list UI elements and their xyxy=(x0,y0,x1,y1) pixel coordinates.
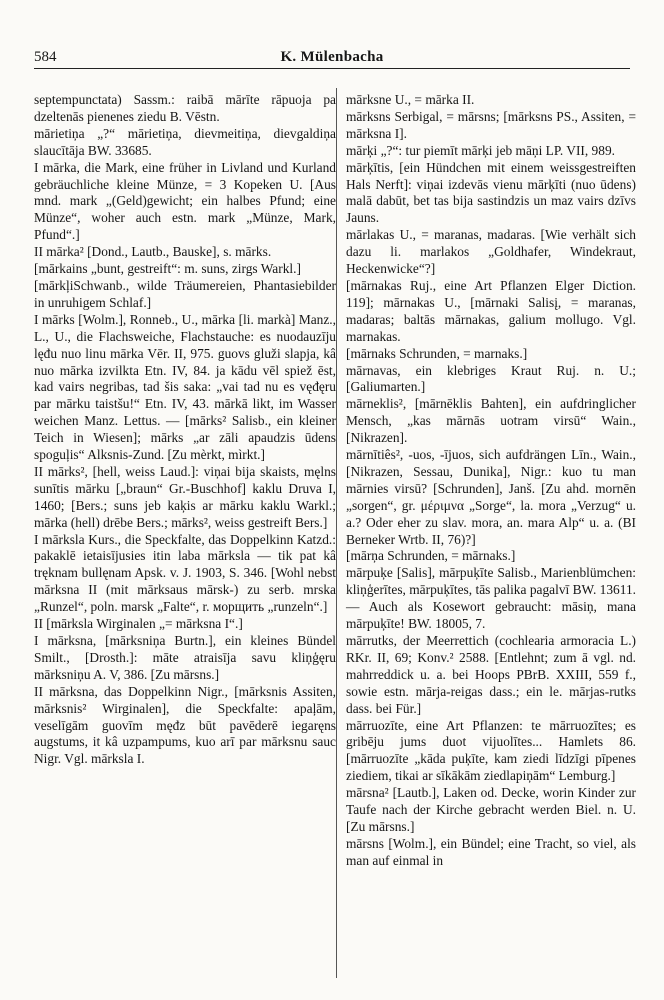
entry-marka-ii: II mārka² [Dond., Lautb., Bauske], s. mārks. xyxy=(34,244,272,260)
running-title: K. Mülenbacha xyxy=(280,49,384,65)
entry-marsns: mārsns [Wolm.], ein Bündel; eine Tracht, so viel, als man auf einmal in xyxy=(346,835,636,868)
entry-marnaks: [mārnaks Schrunden, = marnaks.] xyxy=(346,345,528,361)
entry-marpuke: mārpuķe [Salis], mārpuķīte Salisb., Marienblümchen: kliņģerītes, mārpuķītes, tās palika pagalvī BW. 13611. — Auch als Kosewort gebraucht: māsiņ, mana mārpuķīte! BW. 18005, 7. xyxy=(346,565,636,632)
entry-markšne: mārksne U., = mārka II. xyxy=(346,92,475,107)
entry-marksla-i: I mārksla Kurs., die Speckfalte, das Doppelkinn Katzd.: pakaklē ietaisījusies itin laba mārksla — tik pat kâ tręknam bullęnam Apsk. v. J. 1903, S. 346. [Wohl nebst mārksna II (mit mārksaus mārsk-) zu serb. mrska „Runzel“, poln. marsk „Falte“, r. морщить „runzeln“.] xyxy=(34,531,336,615)
entry-markli: [mārkļiSchwanb., wilde Träumereien, Phantasiebilder in unruhigem Schlaf.] xyxy=(34,277,336,310)
entry-markains: [mārkains „bunt, gestreift“: m. suns, zirgs Warkl.] xyxy=(34,261,301,277)
entry-marksla-ii: II [mārksla Wirginalen „= mārksna I“.] xyxy=(34,616,243,632)
entry-marki: mārķi „?“: tur piemīt mārķi jeb māņi LP. VII, 989. xyxy=(346,142,615,158)
left-column xyxy=(34,92,336,768)
entry-marnavas: mārnavas, ein klebriges Kraut Ruj. n. U.; [Galiumarten.] xyxy=(346,362,636,395)
entry-marksna-i: I mārksna, [mārksniņa Burtn.], ein kleines Bündel Smilt., [Drosth.]: māte atraisīja savu kliņģęru mārksniņu A. V, 386. [Zu mārsns.] xyxy=(34,633,336,682)
entry-marksns: mārksns Serbigal, = mārsns; [mārksns PS., Assiten, = mārksna I]. xyxy=(346,108,636,141)
entry-markitis: mārķītis, [ein Hündchen mit einem weissgestreiften Hals Nerft]: viņai izdevās vienu mārķīti (nuo ūdens) malā dabūt, bet tas bija sastindzis un maz vairs dzīvs Jauns. xyxy=(346,159,636,226)
entry-marnakas: [mārnakas Ruj., eine Art Pflanzen Elger Diction. 119]; mārnakas U., [mārnaki Salisį, = maranas, madaras; baltās mārnakas, galium mollugo. Vgl. marnakas. xyxy=(346,277,636,344)
entry-marneklis: mārneklis², [mārnēklis Bahten], ein aufdringlicher Mensch, „kas mārnās uotram virsū“ Wain., [Nikrazen]. xyxy=(346,396,636,446)
entry-marks-i: I mārks [Wolm.], Ronneb., U., mārka [li. markà] Manz., L., U., die Flachsweiche, Flachstauche: es nuodauzīju lęđu nuo linu mārka Vēr. II, 975. guovs gluži slapja, kâ nuo mārka izvilkta Etn. IV, 84. ja kādu vēl spiež ēst, kad vairs negribas, tad šis saka: „vai tad nu es vęđęru par mārku taistšu!“ Etn. IV, 43. mārkā likt, im Wasser weichen Manz. Lettus. — [mārks² Salisb., ein kleiner Teich in Wiesen]; mārks „ar zāli apaudzis ūdens spoguļis“ Alksnis-Zund. [Zu mèrkt, mìrkt.] xyxy=(34,311,336,463)
entry-marna: [mārņa Schrunden, = mārnaks.] xyxy=(346,548,516,564)
entry-marietina: mārietiņa „?“ mārietiņa, dievmeitiņa, dievgaldiņa slaucītāja BW. 33685. xyxy=(34,125,336,158)
page-header xyxy=(34,46,630,69)
column-divider xyxy=(336,88,337,978)
right-column xyxy=(346,92,636,870)
entry-marka-i: I mārka, die Mark, eine früher in Livland und Kurland gebräuchliche kleine Münze, = 3 Kopeken U. [Aus mnd. mark „(Geld)gewicht; ein halbes Pfund; eine Münze“, woher auch estn. mark „Münze, Mark, Pfund“.] xyxy=(34,159,336,243)
entry-marnities: mārnītiês², -uos, -ījuos, sich aufdrängen Līn., Wain., [Nikrazen, Sessau, Dunika], Nigr.: kuo tu man mārnies virsū? [Schrunden], Janš. [Zu ahd. mornēn „sorgen“, gr. μέριμνα „Sorge“, la. mora „Verzug“ u. a.? Oder eher zu slav. mora, an. mara Alp“ u. a. (BI Berneker Wrtb. II, 76)?] xyxy=(346,447,636,547)
entry-marks-ii: II mārks², [hell, weiss Laud.]: viņai bija skaists, męlns sunītis mārku [„braun“ Gr.-Buschhof] kaklu Druva I, 1460; [Bers.; suns jeb kaķis ar mārku kaklu Warkl.; mārka (hell) drēbe Bers.; mārks², weiss gestreift Bers.] xyxy=(34,463,336,530)
entry-marsna: mārsna² [Lautb.], Laken od. Decke, worin Kinder zur Taufe nach der Kirche gebracht werden Biel. n. U. [Zu mārsns.] xyxy=(346,785,636,834)
entry-marrutks: mārrutks, der Meerrettich (cochlearia armoracia L.) RKr. II, 69; Konv.² 2588. [Entlehnt; zum ā vgl. nd. mahrreddick u. a. bei Hoops PBrB. XXIII, 559 f., sowie estn. mārja-reigas dass.; ein le. mārjas-rutks dass. bei Für.] xyxy=(346,633,636,716)
entry-marite-end: septempunctata) Sassm.: raibā mārīte rāpuoja pa dzeltenās pienenes ziedu B. Vēstn. xyxy=(34,92,336,124)
entry-marruozite: mārruozīte, eine Art Pflanzen: te mārruozītes; es gribēju jums duot vijuolītes... Hamlets 86. [mārruozīte „kāda puķīte, kam ziedi līdzīgi pīpenes ziediem, tikai ar sīkākām ziedlapiņām“ Lemburg.] xyxy=(346,717,636,784)
page-number: 584 xyxy=(34,49,57,65)
entry-marksna-ii: II mārksna, das Doppelkinn Nigr., [mārksnis Assiten, mārksnis² Wirginalen], die Speckfalte: apaļām, veselīgām guovīm męđz būt pavēderē iegaręns augstums, it kâ uzpampums, kuo arī par mārksnu sauc Nigr. Vgl. mārksla I. xyxy=(34,683,336,767)
entry-marlakas: mārlakas U., = maranas, madaras. [Wie verhält sich dazu li. marlakos „Goldhafer, Windekraut, Heckenwicke“?] xyxy=(346,227,636,277)
